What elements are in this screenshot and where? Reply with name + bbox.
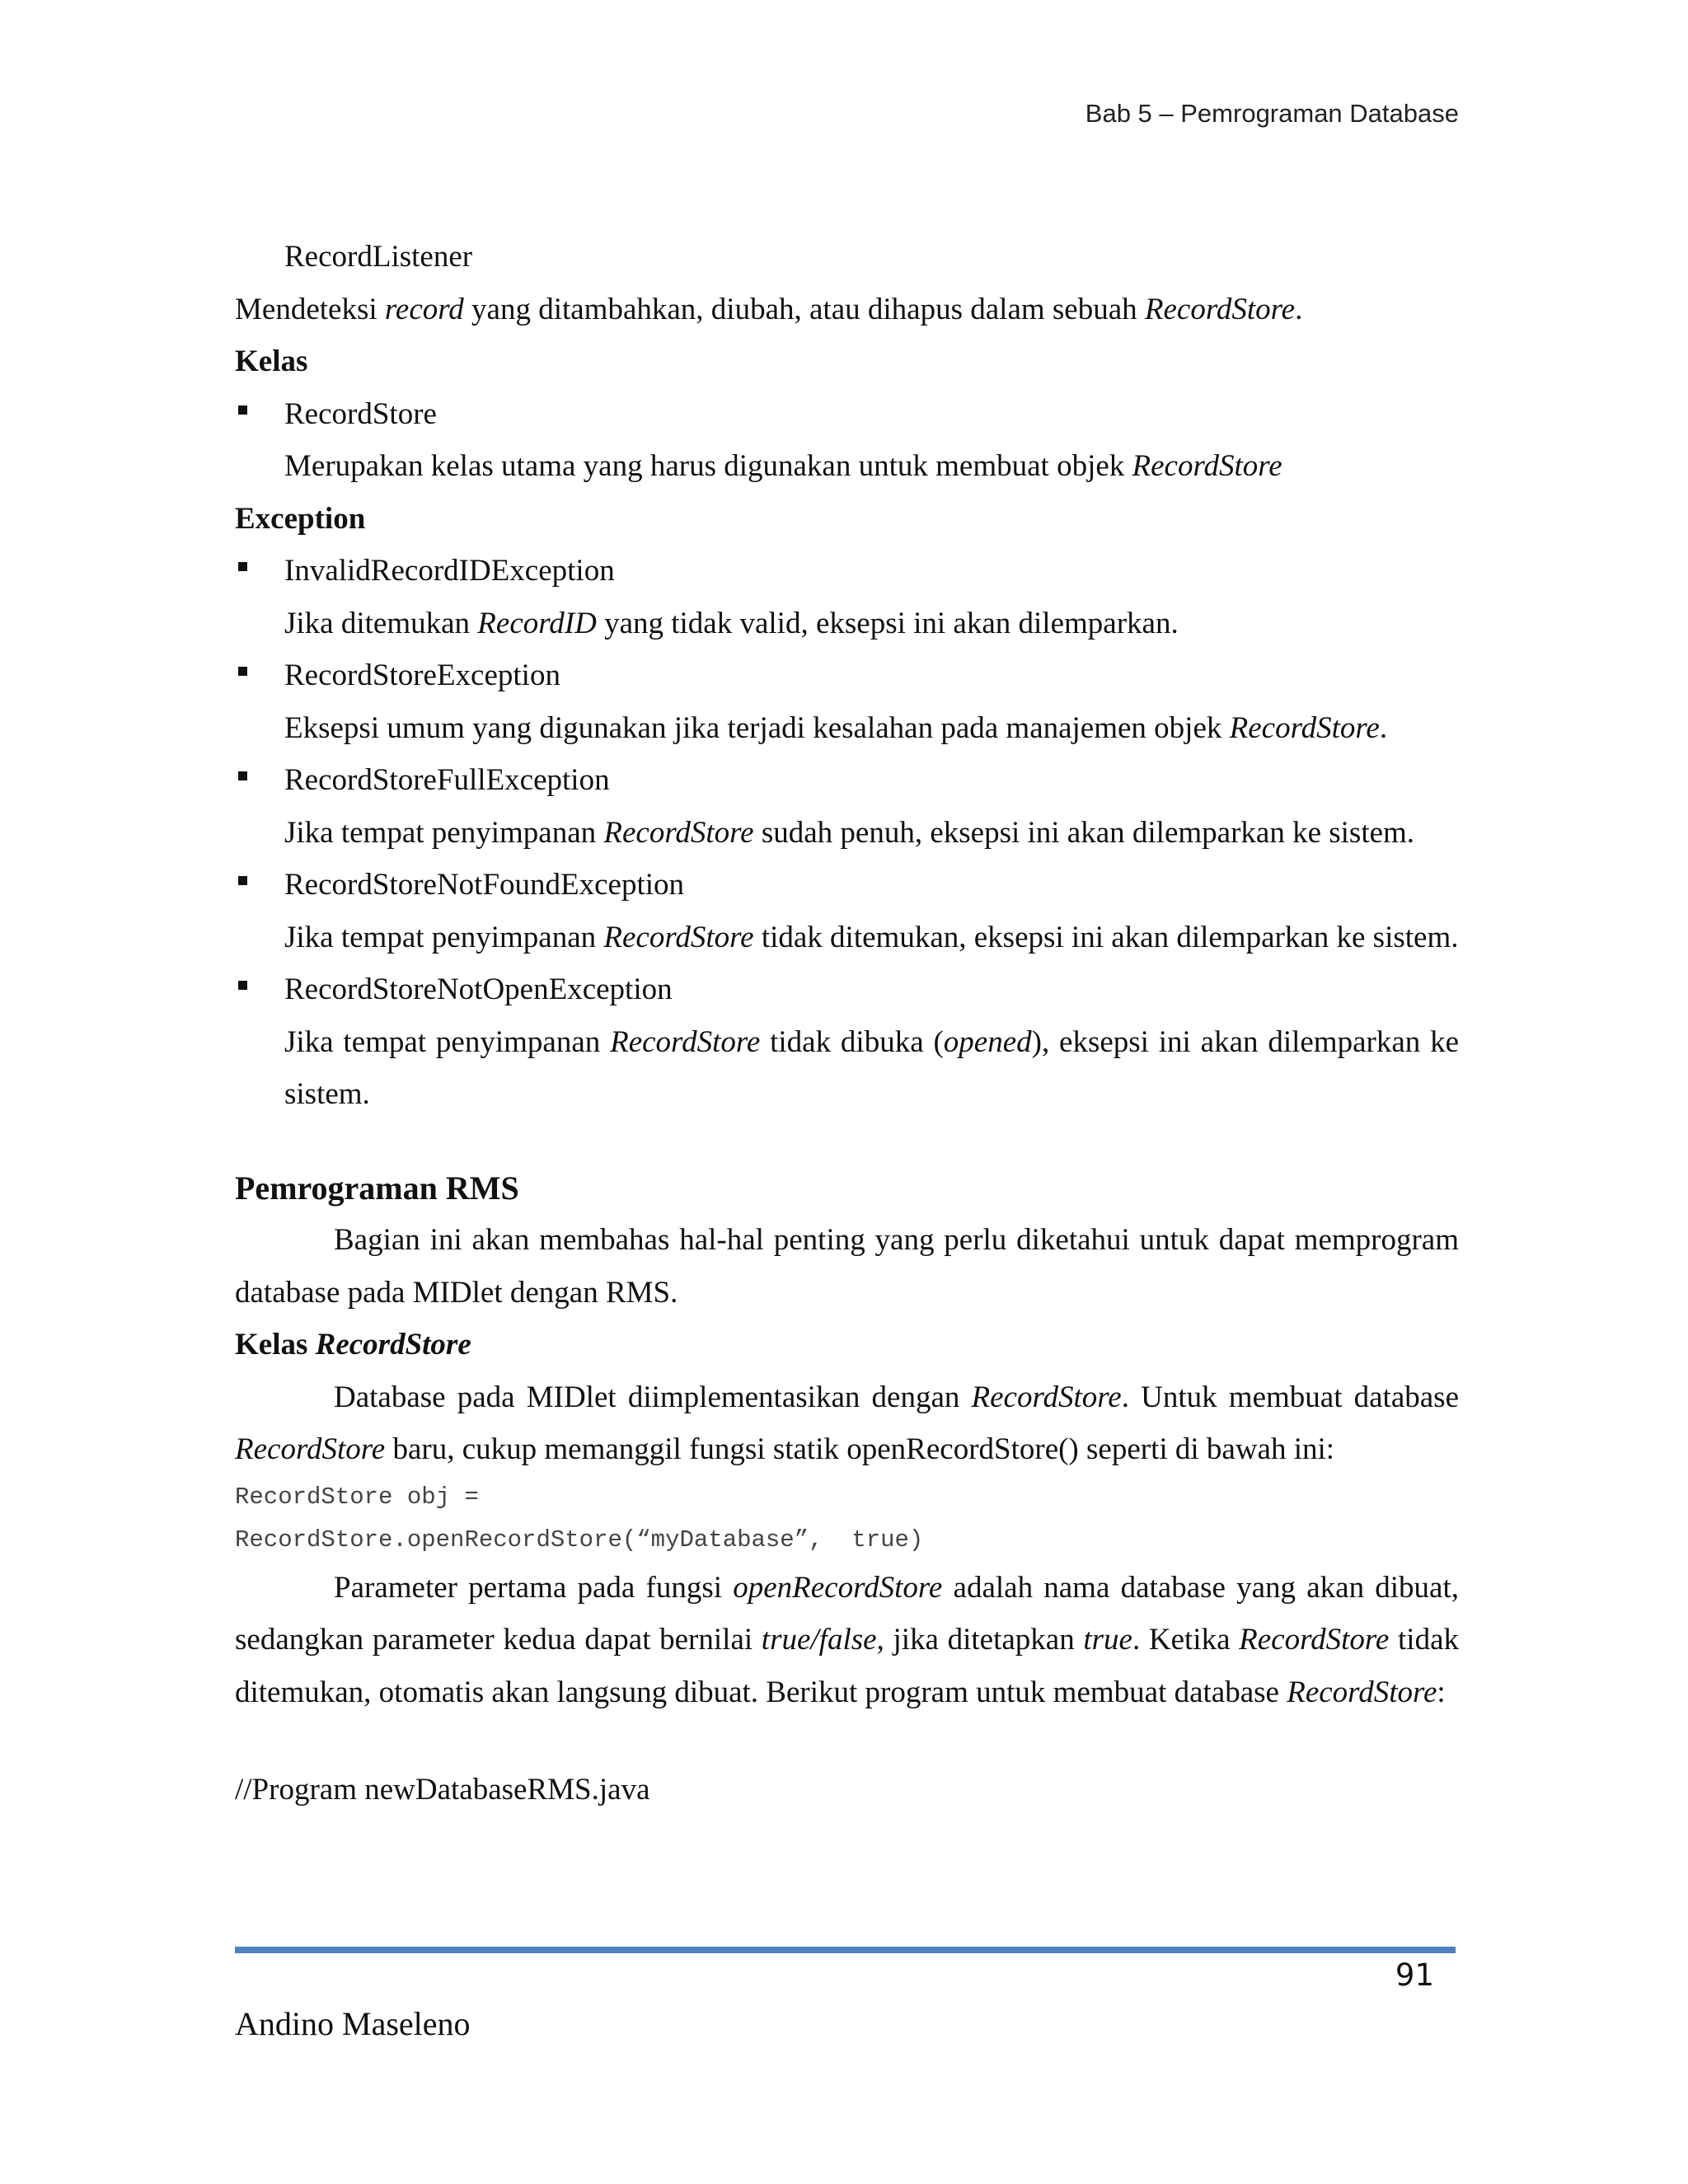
list-item: [235, 859, 1459, 912]
author-name: Andino Maseleno: [235, 2005, 471, 2042]
list-item: [235, 388, 1459, 441]
footer-rule: [235, 1947, 1456, 1953]
subsection-heading: Kelas RecordStore: [235, 1328, 471, 1361]
exception-name: RecordStoreNotOpenException: [284, 972, 673, 1006]
record-listener-name: RecordListener: [284, 240, 473, 274]
exception-description: Jika tempat penyimpanan RecordStore tidak ditemukan, eksepsi ini akan dilemparkan ke sistem.: [284, 920, 1459, 954]
page-body: [235, 231, 1459, 1816]
code-line: RecordStore.openRecordStore(“myDatabase”, true): [235, 1526, 924, 1554]
record-listener-description: Mendeteksi record yang ditambahkan, diubah, atau dihapus dalam sebuah RecordStore.: [235, 292, 1303, 326]
class-description: Merupakan kelas utama yang harus digunakan untuk membuat objek RecordStore: [284, 449, 1282, 483]
exception-description: Eksepsi umum yang digunakan jika terjadi kesalahan pada manajemen objek RecordStore.: [284, 710, 1388, 745]
list-item: [235, 963, 1459, 1016]
exception-description: Jika ditemukan RecordID yang tidak valid, eksepsi ini akan dilemparkan.: [284, 606, 1179, 640]
section-title: Pemrograman RMS: [235, 1169, 519, 1207]
exception-name: RecordStoreFullException: [284, 763, 610, 797]
exception-name: InvalidRecordIDException: [284, 554, 615, 588]
running-header: Bab 5 – Pemrograman Database: [1085, 99, 1459, 128]
code-line: RecordStore obj =: [235, 1483, 479, 1511]
exception-description: Jika tempat penyimpanan RecordStore sudah penuh, eksepsi ini akan dilemparkan ke sistem.: [284, 815, 1415, 850]
recordstore-paragraph: Database pada MIDlet diimplementasikan dengan RecordStore. Untuk membuat database RecordStore baru, cukup memanggil fungsi statik openRecordStore() seperti di bawah ini:: [235, 1380, 1459, 1466]
section-intro-paragraph: Bagian ini akan membahas hal-hal penting yang perlu diketahui untuk dapat memprogram database pada MIDlet dengan RMS.: [235, 1223, 1459, 1310]
parameter-paragraph: Parameter pertama pada fungsi openRecordStore adalah nama database yang akan dibuat, sedangkan parameter kedua dapat bernilai true/false, jika ditetapkan true. Ketika RecordStore tidak ditemukan, otomatis akan langsung dibuat. Berikut program untuk membuat database RecordStore:: [235, 1570, 1459, 1709]
exception-heading: Exception: [235, 501, 366, 536]
exception-name: RecordStoreNotFoundException: [284, 868, 685, 902]
exception-name: RecordStoreException: [284, 658, 560, 692]
list-item: [235, 545, 1459, 598]
exception-description: Jika tempat penyimpanan RecordStore tidak dibuka (opened), eksepsi ini akan dilemparkan ke sistem.: [284, 1024, 1460, 1111]
list-item: [235, 649, 1459, 702]
class-name: RecordStore: [284, 396, 437, 431]
program-comment: //Program newDatabaseRMS.java: [235, 1773, 650, 1807]
list-item: [235, 754, 1459, 807]
kelas-heading: Kelas: [235, 344, 308, 378]
page-number: 91: [1395, 1957, 1434, 1993]
